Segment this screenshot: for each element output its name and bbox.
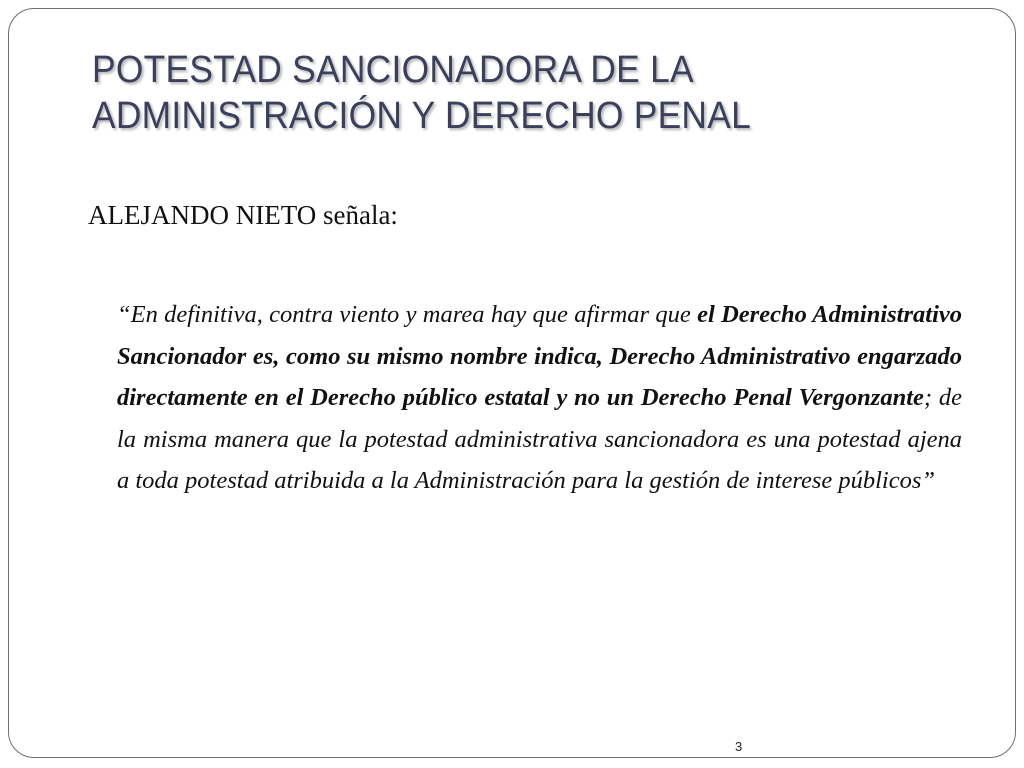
slide-frame (8, 8, 1016, 758)
page-number: 3 (735, 739, 743, 754)
intro-text: ALEJANDO NIETO señala: (88, 200, 398, 230)
slide-title-line-1: POTESTAD SANCIONADORA DE LA (92, 49, 694, 91)
quote-text-start: “En definitiva, contra viento y marea hay que afirmar que (117, 301, 698, 328)
quote-emphasis: el Derecho Administrativo Sancionador es, como su mismo nombre indica, Derecho Administrativo engarzado directamente en el Derecho público estatal y no un Derecho Penal Vergonzante (117, 301, 962, 411)
slide-title (92, 47, 892, 139)
quote-paragraph (117, 294, 962, 502)
slide-title-line-2: ADMINISTRACIÓN Y DERECHO PENAL (92, 95, 752, 137)
quote-text-end: ; de la misma manera que la potestad administrativa sancionadora es una potestad ajena a toda potestad atribuida a la Administración para la gestión de interese públicos” (117, 384, 962, 494)
